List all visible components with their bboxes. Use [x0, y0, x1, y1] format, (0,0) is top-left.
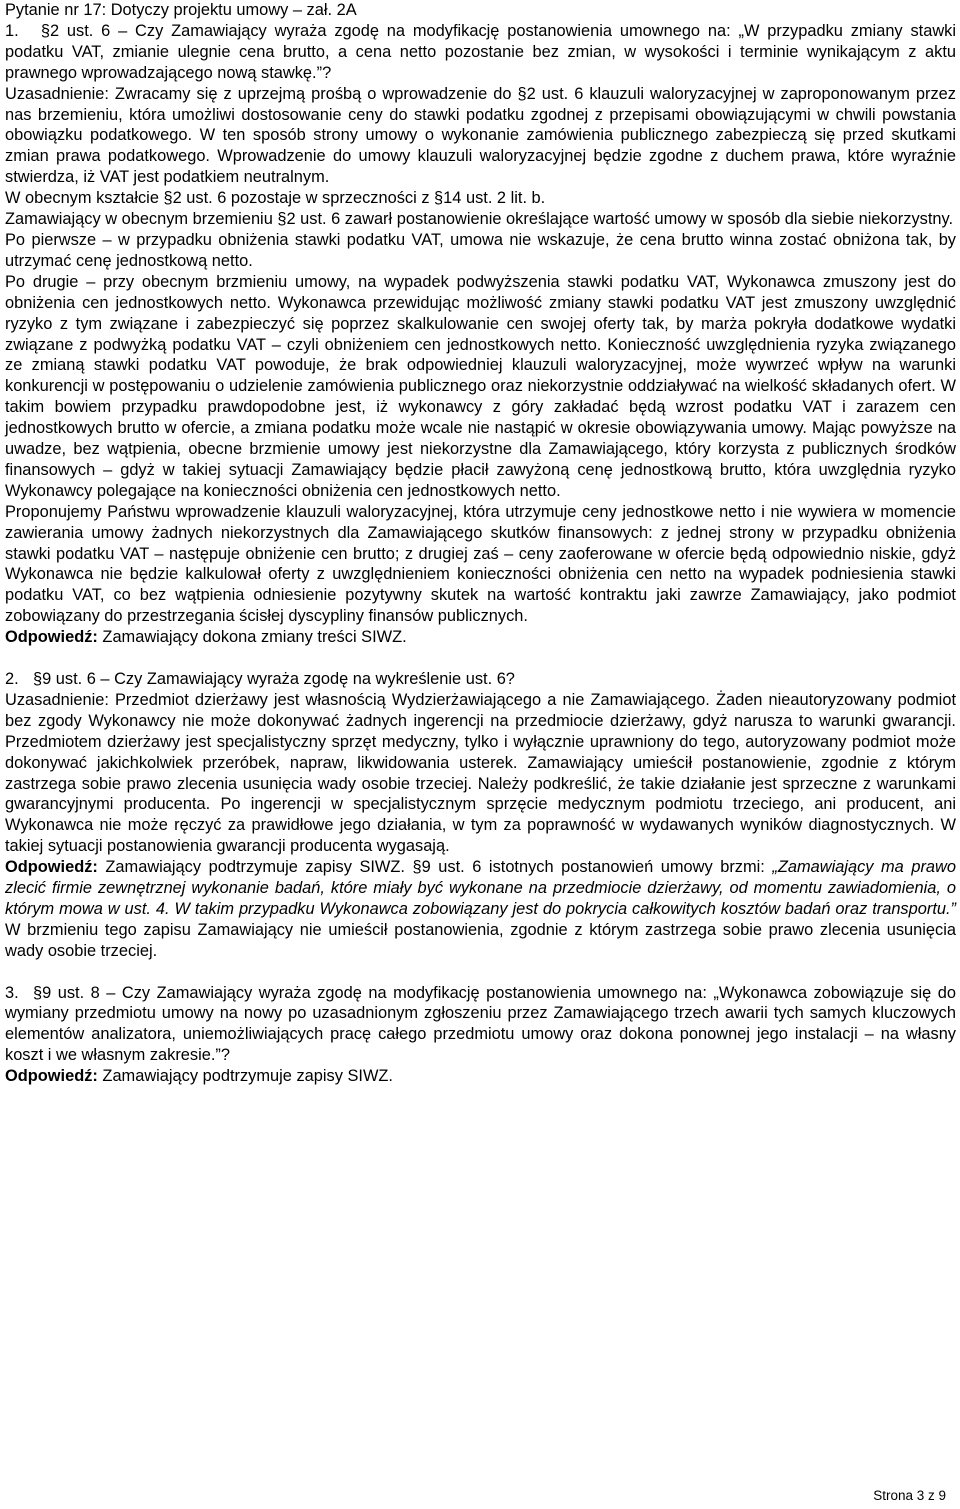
- answer-text: Zamawiający podtrzymuje zapisy SIWZ.: [97, 1067, 393, 1086]
- question-1-text: §2 ust. 6 – Czy Zamawiający wyraża zgodę na modyfikację postanowienia umownego na: „W przypadku zmiany stawki podatku VAT, zmianie ulegnie cena brutto, a cena netto pozostanie bez zmian, w wysokości i terminie wynikającym z aktu prawnego wprowadzającego nową stawkę.”?: [5, 21, 956, 82]
- spacer: [5, 648, 956, 669]
- q1-justification: Uzasadnienie: Zwracamy się z uprzejmą prośbą o wprowadzenie do §2 ust. 6 klauzuli waloryzacyjnej w zaproponowanym przez nas brzemieniu, która umożliwi dostosowanie ceny do stawki podatku zgodnej z przepisami obowiązującymi w chwili powstania obowiązku podatkowego. W ten sposób strony umowy o wykonanie zamówienia publicznego zabezpieczą się przed skutkami zmian prawa podatkowego. Wprowadzenie do umowy klauzuli waloryzacyjnej będzie zgodne z duchem prawa, które wyraźnie stwierdza, iż VAT jest podatkiem neutralnym.: [5, 84, 956, 187]
- page-number: Strona 3 z 9: [873, 1488, 946, 1503]
- question-3: [5, 983, 956, 1067]
- answer-quote: „Zamawiający ma prawo zlecić firmie zewnętrznej wykonanie badań, które miały być wykonane na przedmiocie dzierżawy, od momentu zawiadomienia, o którym mowa w ust. 4. W takim przypadku Wykonawca zobowiązany jest do pokrycia całkowitych kosztów badań oraz transportu.”: [5, 858, 956, 918]
- question-3-text: §9 ust. 8 – Czy Zamawiający wyraża zgodę na modyfikację postanowienia umownego na: „Wykonawca zobowiązuje się do wymiany przedmiotu umowy na nowy po uzasadnionym zgłoszeniu przez Zamawiającego trzech awarii tych samych kluczowych elementów analizatora, uniemożliwiających pracę całego przedmiotu umowy oraz dokona ponownej jego instalacji – na własny koszt i we własnym zakresie.”?: [5, 983, 956, 1065]
- q1-paragraph-5: Po drugie – przy obecnym brzmieniu umowy, na wypadek podwyższenia stawki podatku VAT, Wykonawca zmuszony jest do obniżenia cen jednostkowych netto. Wykonawca przewidując możliwość zmiany stawki podatku VAT jest zmuszony uwzględnić ryzyko z tym związane i zabezpieczyć się poprzez skalkulowanie cen swojej oferty tak, by marża pokryła dodatkowe wydatki związane z podwyżką podatku VAT – czyli obniżeniem cen jednostkowych netto. Konieczność uwzględnienia ryzyka związanego ze zmianą stawki podatku VAT powoduje, że brak odpowiedniej klauzuli waloryzacyjnej, może wywrzeć wpływ na warunki konkurencji w postępowaniu o udzielenie zamówienia publicznego oraz niekorzystnie oddziaływać na wielkość składanych ofert. W takim bowiem przypadku prawdopodobne jest, iż wykonawcy z góry zakładać będą wzrost podatku VAT i zarazem cen jednostkowych brutto w ofercie, a zmiana podatku może wcale nie nastąpić w okresie obowiązywania umowy. Mając powyższe na uwadze, bez wątpienia, obecne brzmienie umowy jest niekorzystne dla Zamawiającego, który korzysta z publicznych środków finansowych – gdyż w takiej sytuacji Zamawiający będzie płacił zawyżoną cenę jednostkową brutto, która uwzględnia ryzyko Wykonawcy polegające na konieczności obniżenia cen jednostkowych netto.: [5, 272, 956, 500]
- question-3-number: 3.: [5, 983, 19, 1002]
- q2-justification: Uzasadnienie: Przedmiot dzierżawy jest własnością Wydzierżawiającego a nie Zamawiającego. Żaden nieautoryzowany podmiot bez zgody Wykonawcy nie może dokonywać żadnych ingerencji na przedmiocie dzierżawy, gdyż narusza to warunki gwarancji. Przedmiotem dzierżawy jest specjalistyczny sprzęt medyczny, tylko i wyłącznie uprawniony do tego, autoryzowany podmiot może dokonywać jakichkolwiek przeróbek, napraw, likwidowania usterek. Zamawiający umieścił postanowienie, zgodnie z którym zastrzega sobie prawo zlecenia usunięcia wady osobie trzeciej. Należy podkreślić, że takie działanie jest sprzeczne z warunkami gwarancyjnymi producenta. Po ingerencji w specjalistycznym sprzęcie medycznym podmiotu trzeciego, ani producent, ani Wykonawca nie może ręczyć za prawidłowe jego działania, w tym za poprawność w wydawanych wyników diagnostycznych. W takiej sytuacji postanowienia gwarancji producenta wygasają.: [5, 690, 956, 856]
- question-1-number: 1.: [5, 21, 19, 40]
- answer-label: Odpowiedź:: [5, 628, 98, 647]
- question-2-number: 2.: [5, 669, 19, 688]
- spacer: [5, 962, 956, 983]
- question-2: [5, 669, 956, 690]
- question-heading: Pytanie nr 17: Dotyczy projektu umowy – zał. 2A: [5, 1, 357, 19]
- question-2-text: §9 ust. 6 – Czy Zamawiający wyraża zgodę na wykreślenie ust. 6?: [33, 669, 515, 688]
- q1-paragraph-6: Proponujemy Państwu wprowadzenie klauzuli waloryzacyjnej, która utrzymuje ceny jednostkowe netto i nie wywiera w momencie zawierania umowy żadnych niekorzystnych dla Zamawiającego skutków finansowych: z jednej strony w przypadku obniżenia stawki podatku VAT – następuje obniżenie cen brutto; z drugiej zaś – ceny zaoferowane w ofercie będą odpowiednio niskie, gdyż Wykonawca nie będzie kalkulował oferty z uwzględnieniem konieczności obniżenia cen netto na wypadek podniesienia stawki podatku VAT, co bez wątpienia odniesienie pozytywny skutek na wartość kontraktu jaki zawrze Zamawiający, jako podmiot zobowiązany do przestrzegania ścisłej dyscypliny finansów publicznych.: [5, 502, 956, 626]
- q1-paragraph-3: Zamawiający w obecnym brzemieniu §2 ust. 6 zawarł postanowienie określające wartość umowy w sposób dla siebie niekorzystny.: [5, 210, 954, 229]
- q1-paragraph-2: W obecnym kształcie §2 ust. 6 pozostaje w sprzeczności z §14 ust. 2 lit. b.: [5, 189, 546, 208]
- answer-text: Zamawiający podtrzymuje zapisy SIWZ. §9 ust. 6 istotnych postanowień umowy brzmi:: [97, 858, 773, 877]
- answer-label: Odpowiedź:: [5, 858, 98, 877]
- q1-answer: [5, 627, 956, 648]
- question-1: [5, 21, 956, 84]
- answer-tail: W brzmieniu tego zapisu Zamawiający nie umieścił postanowienia, zgodnie z którym zastrzega sobie prawo zlecenia usunięcia wady osobie trzeciej.: [5, 920, 956, 960]
- q2-answer: [5, 857, 956, 962]
- document-body: [5, 0, 956, 1087]
- q1-paragraph-4: Po pierwsze – w przypadku obniżenia stawki podatku VAT, umowa nie wskazuje, że cena brutto winna zostać obniżona tak, by utrzymać cenę jednostkową netto.: [5, 230, 956, 270]
- answer-label: Odpowiedź:: [5, 1067, 98, 1086]
- answer-text: Zamawiający dokona zmiany treści SIWZ.: [97, 628, 407, 647]
- q3-answer: [5, 1066, 956, 1087]
